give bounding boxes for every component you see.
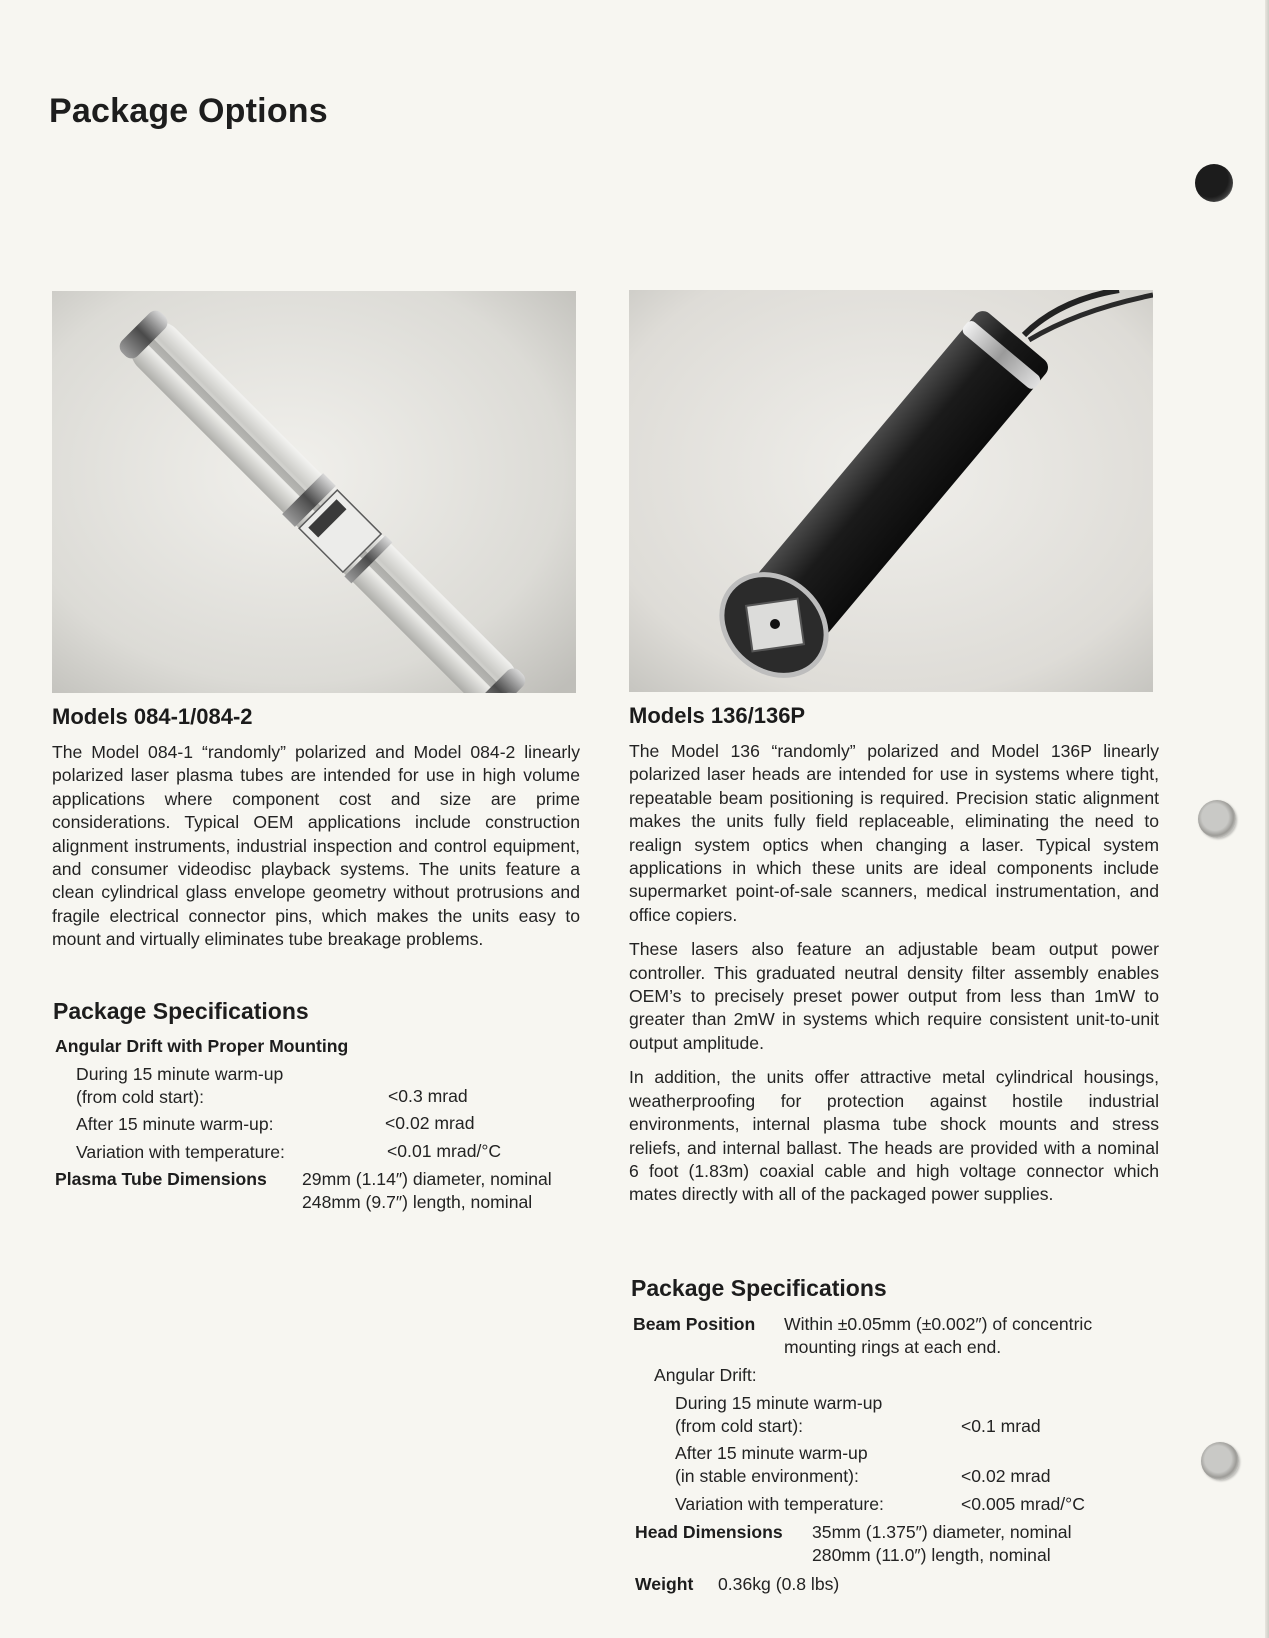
left-specs-title: Package Specifications (53, 998, 309, 1024)
right-weight-label: Weight (635, 1574, 694, 1594)
left-description: The Model 084-1 “randomly” polarized and Model 084-2 linearly polarized laser plasma tubes are intended for use in high volume applications where component cost and size are prime considerations. Typical OEM applications include construction alignment instruments, industrial inspection and control equipment, and consumer videodisc playback systems. The units feature a clean cylindrical glass envelope geometry without protrusions and fragile electrical connector pins, which makes the units easy to mount and virtually eliminates tube breakage problems. (52, 742, 580, 950)
left-specs (53, 998, 581, 1025)
binder-hole-top (1195, 164, 1233, 202)
right-beam-value-2: mounting rings at each end. (784, 1337, 1002, 1357)
left-temp-label: Variation with temperature: (76, 1142, 285, 1162)
right-head-value-1: 35mm (1.375″) diameter, nominal (812, 1522, 1072, 1542)
right-warmup-label-2: (from cold start): (675, 1416, 804, 1436)
right-after-label-2: (in stable environment): (675, 1466, 859, 1486)
left-model-title: Models 084-1/084-2 (52, 704, 253, 729)
right-description-2: These lasers also feature an adjustable beam output power controller. This graduated neutral density filter assembly enables OEM’s to precisely preset power output from less than 1mW to greater than 2mW in systems which require consistent unit-to-unit output amplitude. (629, 939, 1159, 1053)
left-warmup-label-2: (from cold start): (76, 1087, 205, 1107)
right-head-label: Head Dimensions (635, 1522, 783, 1542)
right-specs-title: Package Specifications (631, 1275, 887, 1301)
right-after-value: <0.02 mrad (961, 1466, 1051, 1486)
page-title: Package Options (49, 92, 328, 130)
left-after-value: <0.02 mrad (385, 1113, 475, 1133)
right-specs (631, 1275, 1161, 1302)
page-edge (1265, 0, 1269, 1638)
left-angular-drift-title: Angular Drift with Proper Mounting (55, 1036, 349, 1056)
left-column (52, 704, 580, 952)
right-temp-value: <0.005 mrad/°C (961, 1494, 1085, 1514)
right-column (629, 703, 1159, 1207)
plasma-tube-illustration (52, 291, 576, 693)
photo-laser-head (629, 290, 1153, 692)
right-model-title: Models 136/136P (629, 703, 806, 728)
left-dims-label: Plasma Tube Dimensions (55, 1169, 267, 1189)
right-weight-value: 0.36kg (0.8 lbs) (718, 1574, 840, 1594)
right-after-label-1: After 15 minute warm-up (675, 1443, 868, 1463)
right-description-1: The Model 136 “randomly” polarized and Model 136P linearly polarized laser heads are intended for use in systems where tight, repeatable beam positioning is required. Precision static alignment makes the units fully field replaceable, eliminating the need to realign system optics when changing a laser. Typical system applications in which these units are ideal components include supermarket point-of-sale scanners, medical instrumentation, and office copiers. (629, 741, 1159, 925)
right-description-3: In addition, the units offer attractive metal cylindrical housings, weatherproofing for protection against hostile industrial environments, internal plasma tube shock mounts and stress reliefs, and internal ballast. The heads are provided with a nominal 6 foot (1.83m) coaxial cable and high voltage connector which mates directly with all of the packaged power supplies. (629, 1067, 1159, 1205)
left-dims-value-1: 29mm (1.14″) diameter, nominal (302, 1169, 552, 1189)
binder-hole-middle (1198, 800, 1236, 838)
right-drift-label: Angular Drift: (654, 1365, 757, 1385)
photo-plasma-tube (52, 291, 576, 693)
right-temp-label: Variation with temperature: (675, 1494, 884, 1514)
left-warmup-value: <0.3 mrad (388, 1086, 468, 1106)
binder-hole-bottom (1201, 1442, 1239, 1480)
left-dims-value-2: 248mm (9.7″) length, nominal (302, 1192, 533, 1212)
right-head-value-2: 280mm (11.0″) length, nominal (812, 1545, 1051, 1565)
left-temp-value: <0.01 mrad/°C (387, 1141, 502, 1161)
left-after-label: After 15 minute warm-up: (76, 1114, 274, 1134)
left-warmup-label-1: During 15 minute warm-up (76, 1064, 284, 1084)
right-warmup-label-1: During 15 minute warm-up (675, 1393, 883, 1413)
right-beam-label: Beam Position (633, 1314, 756, 1334)
laser-head-illustration (629, 290, 1153, 692)
right-warmup-value: <0.1 mrad (961, 1416, 1041, 1436)
right-beam-value-1: Within ±0.05mm (±0.002″) of concentric (784, 1314, 1093, 1334)
